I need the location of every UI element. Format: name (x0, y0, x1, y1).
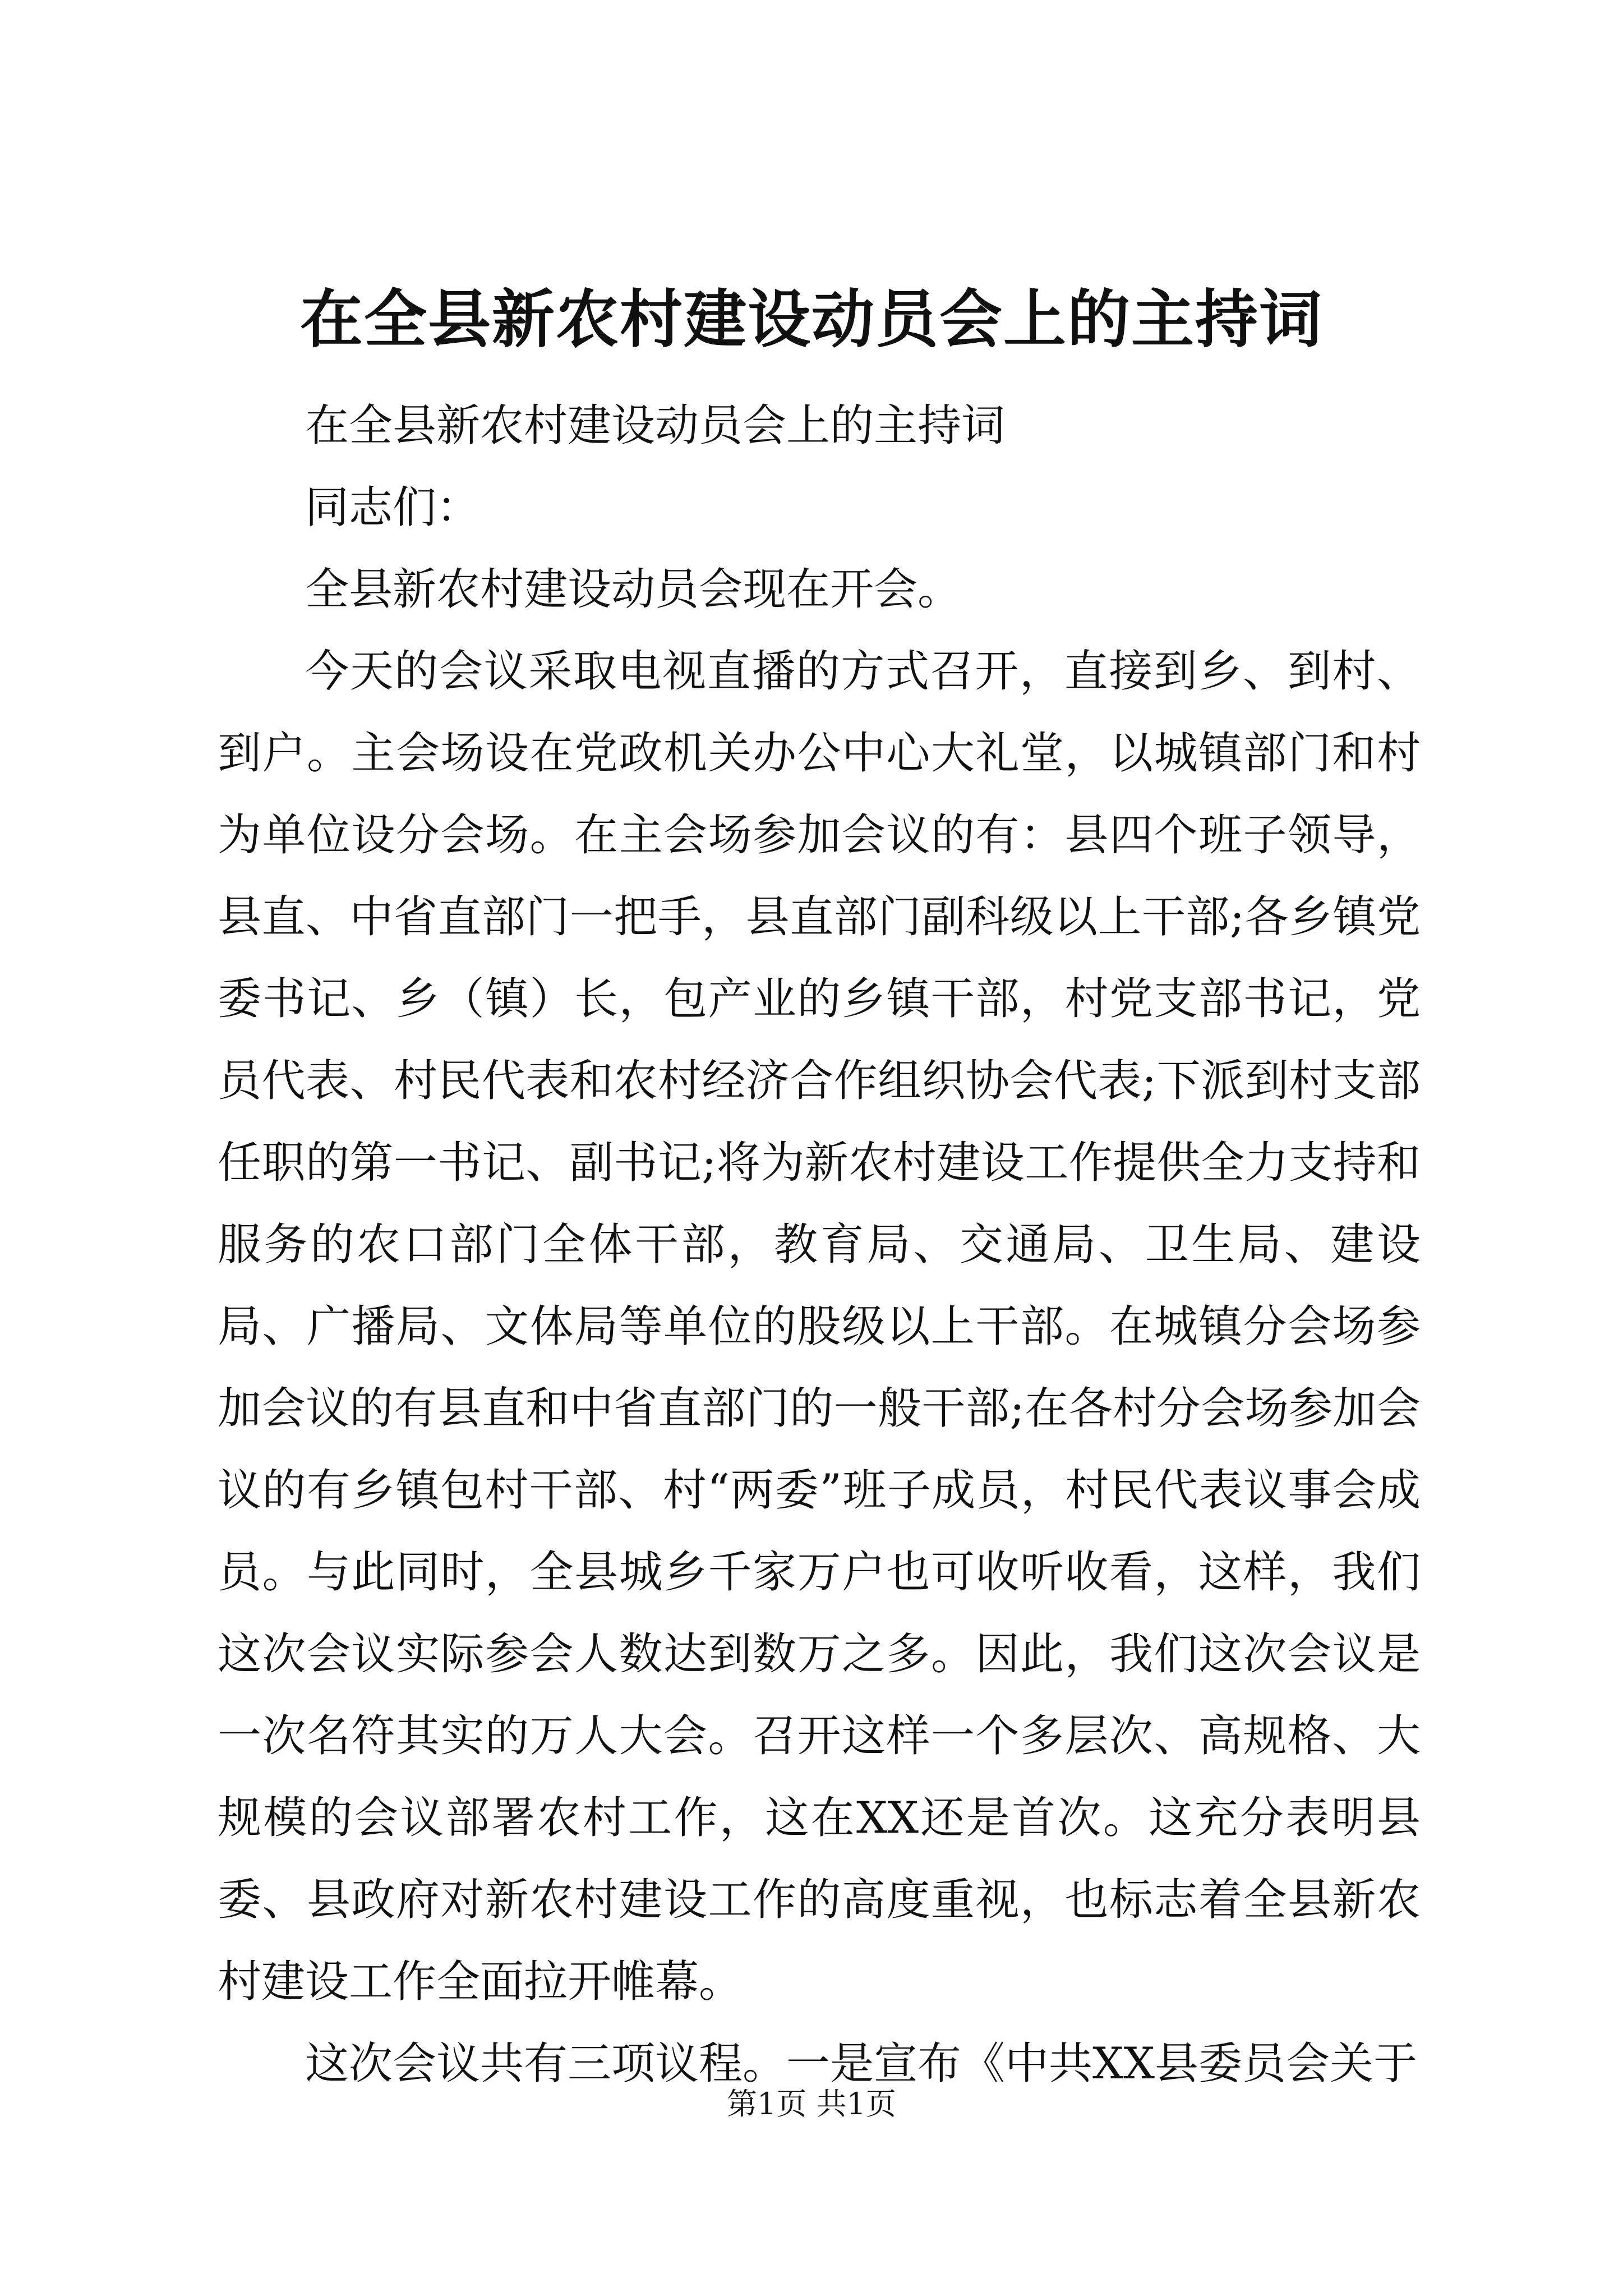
paragraph-subtitle: 在全县新农村建设动员会上的主持词 (305, 401, 1006, 451)
paragraph-agenda: 这次会议共有三项议程。一是宣布《中共XX县委员会关于 (305, 2039, 1418, 2089)
paragraph-salutation: 同志们： (305, 482, 481, 533)
paragraph-opening: 全县新农村建设动员会现在开会。 (305, 564, 962, 615)
document-title: 在全县新农村建设动员会上的主持词 (300, 283, 1323, 356)
document-body (218, 385, 1421, 2105)
paragraph-attendees: 今天的会议采取电视直播的方式召开，直接到乡、到村、到户。主会场设在党政机关办公中心大礼堂，以城镇部门和村为单位设分会场。在主会场参加会议的有：县四个班子领导，县直、中省直部门一把手，县直部门副科级以上干部;各乡镇党委书记、乡（镇）长，包产业的乡镇干部，村党支部书记，党员代表、村民代表和农村经济合作组织协会代表;下派到村支部任职的第一书记、副书记;将为新农村建设工作提供全力支持和服务的农口部门全体干部，教育局、交通局、卫生局、建设局、广播局、文体局等单位的股级以上干部。在城镇分会场参加会议的有县直和中省直部门的一般干部;在各村分会场参加会议的有乡镇包村干部、村“两委”班子成员，村民代表议事会成员。与此同时，全县城乡千家万户也可收听收看，这样，我们这次会议实际参会人数达到数万之多。因此，我们这次会议是一次名符其实的万人大会。召开这样一个多层次、高规格、大规模的会议部署农村工作，这在XX还是首次。这充分表明县委、县政府对新农村建设工作的高度重视，也标志着全县新农村建设工作全面拉开帷幕。 (218, 646, 1421, 2007)
page-number-footer: 第1页 共1页 (727, 2086, 896, 2122)
